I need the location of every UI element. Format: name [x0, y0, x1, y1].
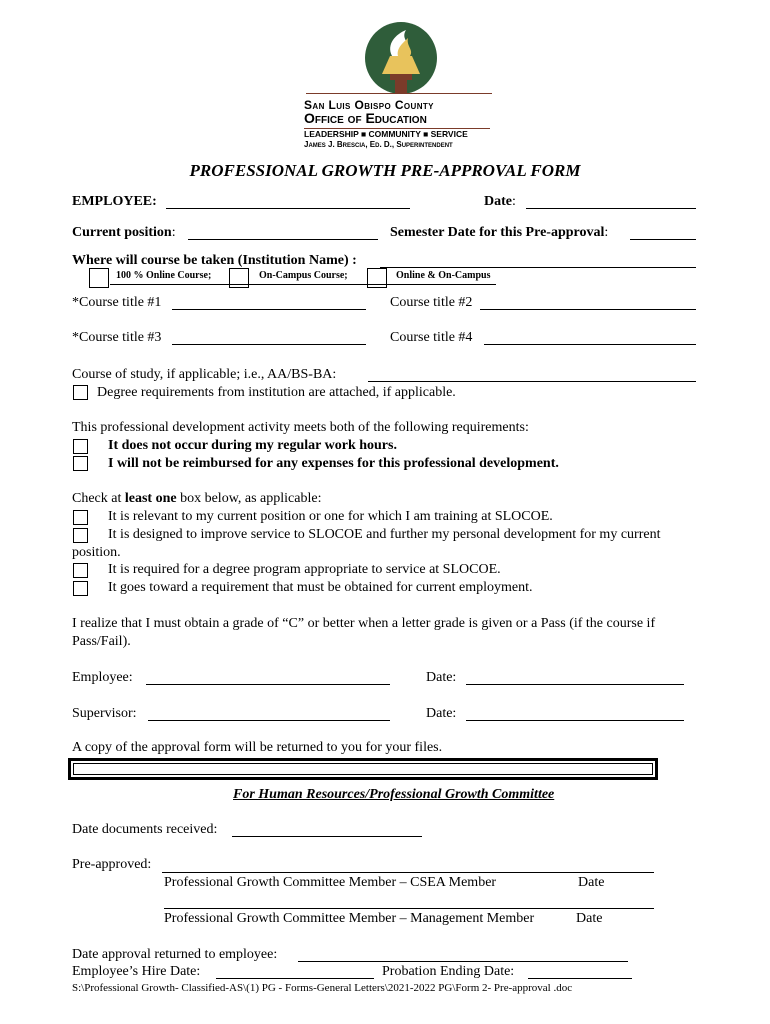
opt1-checkbox[interactable] [73, 510, 88, 525]
hybrid-course-checkbox[interactable] [367, 268, 387, 288]
course-of-study-label: Course of study, if applicable; i.e., AA/BS-BA: [72, 367, 337, 382]
pre-approved-label: Pre-approved: [72, 857, 152, 872]
grade-statement-line1: I realize that I must obtain a grade of “C” or better when a letter grade is given or a Pass (if the course if [72, 616, 656, 631]
check-intro: Check at least one box below, as applicable: [72, 491, 322, 506]
supervisor-date-field[interactable] [466, 720, 684, 721]
semester-field[interactable] [630, 239, 696, 240]
degree-req-label: Degree requirements from institution are attached, if applicable. [97, 385, 456, 400]
course-title-3-field[interactable] [172, 344, 366, 345]
course-title-3-label: *Course title #3 [72, 330, 162, 345]
hybrid-course-label: Online & On-Campus [396, 270, 491, 281]
date-label: Date: [484, 194, 516, 209]
torch-emblem-icon [300, 22, 500, 94]
degree-req-checkbox[interactable] [73, 385, 88, 400]
hire-date-label: Employee’s Hire Date: [72, 964, 201, 979]
institution-field[interactable] [380, 267, 696, 268]
course-title-4-field[interactable] [484, 344, 696, 345]
course-title-4-label: Course title #4 [390, 330, 473, 345]
opt4-checkbox[interactable] [73, 581, 88, 596]
current-position-field[interactable] [188, 239, 378, 240]
grade-statement-line2: Pass/Fail). [72, 634, 131, 649]
opt2-label-cont: position. [72, 545, 121, 560]
section-divider-bar [68, 758, 658, 780]
date-field[interactable] [526, 208, 696, 209]
opt4-label: It goes toward a requirement that must be obtained for current employment. [108, 580, 533, 595]
req1-checkbox[interactable] [73, 439, 88, 454]
date-documents-field[interactable] [232, 836, 422, 837]
on-campus-course-label: On-Campus Course; [259, 270, 348, 281]
course-title-2-label: Course title #2 [390, 295, 473, 310]
institution-label: Where will course be taken (Institution Name) : [72, 253, 357, 268]
csea-member-signature-field[interactable] [162, 872, 654, 873]
opt3-label: It is required for a degree program appropriate to service at SLOCOE. [108, 562, 501, 577]
date-documents-label: Date documents received: [72, 822, 218, 837]
management-member-signature-field[interactable] [164, 908, 654, 909]
supervisor-signature-field[interactable] [148, 720, 390, 721]
logo-tagline: LEADERSHIP ■ COMMUNITY ■ SERVICE [304, 129, 468, 139]
course-type-underline [110, 284, 496, 285]
hire-date-field[interactable] [216, 978, 374, 979]
copy-note: A copy of the approval form will be returned to you for your files. [72, 740, 443, 755]
course-of-study-field[interactable] [368, 381, 696, 382]
logo-org-line1: San Luis Obispo County [304, 98, 434, 112]
employee-label: EMPLOYEE: [72, 194, 157, 209]
requirements-intro: This professional development activity meets both of the following requirements: [72, 420, 529, 435]
employee-date-field[interactable] [466, 684, 684, 685]
management-date-label: Date [576, 911, 603, 926]
opt3-checkbox[interactable] [73, 563, 88, 578]
req1-label: It does not occur during my regular work hours. [108, 438, 397, 453]
supervisor-date-label: Date: [426, 706, 457, 721]
on-campus-course-checkbox[interactable] [229, 268, 249, 288]
opt2-label: It is designed to improve service to SLOCOE and further my personal development for my current [108, 527, 661, 542]
management-member-label: Professional Growth Committee Member – Management Member [164, 911, 535, 926]
csea-date-label: Date [578, 875, 605, 890]
probation-date-field[interactable] [528, 978, 632, 979]
course-title-2-field[interactable] [480, 309, 696, 310]
current-position-label: Current position: [72, 225, 176, 240]
sloe-logo [300, 22, 500, 152]
req2-checkbox[interactable] [73, 456, 88, 471]
online-course-label: 100 % Online Course; [116, 270, 212, 281]
logo-superintendent: James J. Brescia, Ed. D., Superintendent [304, 140, 453, 149]
req2-label: I will not be reimbursed for any expenses for this professional development. [108, 456, 559, 471]
date-returned-field[interactable] [298, 961, 628, 962]
probation-date-label: Probation Ending Date: [382, 964, 515, 979]
semester-label: Semester Date for this Pre-approval: [390, 225, 609, 240]
csea-member-label: Professional Growth Committee Member – CSEA Member [164, 875, 497, 890]
opt1-label: It is relevant to my current position or one for which I am training at SLOCOE. [108, 509, 553, 524]
online-course-checkbox[interactable] [89, 268, 109, 288]
employee-signature-field[interactable] [146, 684, 390, 685]
course-title-1-label: *Course title #1 [72, 295, 162, 310]
employee-date-label: Date: [426, 670, 457, 685]
date-returned-label: Date approval returned to employee: [72, 947, 278, 962]
course-title-1-field[interactable] [172, 309, 366, 310]
supervisor-signature-label: Supervisor: [72, 706, 137, 721]
employee-signature-label: Employee: [72, 670, 133, 685]
hr-heading: For Human Resources/Professional Growth Committee [233, 787, 555, 802]
footer-file-path: S:\Professional Growth- Classified-AS\(1) PG - Forms-General Letters\2021-2022 PG\Form 2- Pre-approval .doc [72, 982, 573, 994]
page-title: PROFESSIONAL GROWTH PRE-APPROVAL FORM [189, 161, 581, 180]
employee-field[interactable] [166, 208, 410, 209]
logo-org-line2: Office of Education [304, 110, 427, 126]
opt2-checkbox[interactable] [73, 528, 88, 543]
